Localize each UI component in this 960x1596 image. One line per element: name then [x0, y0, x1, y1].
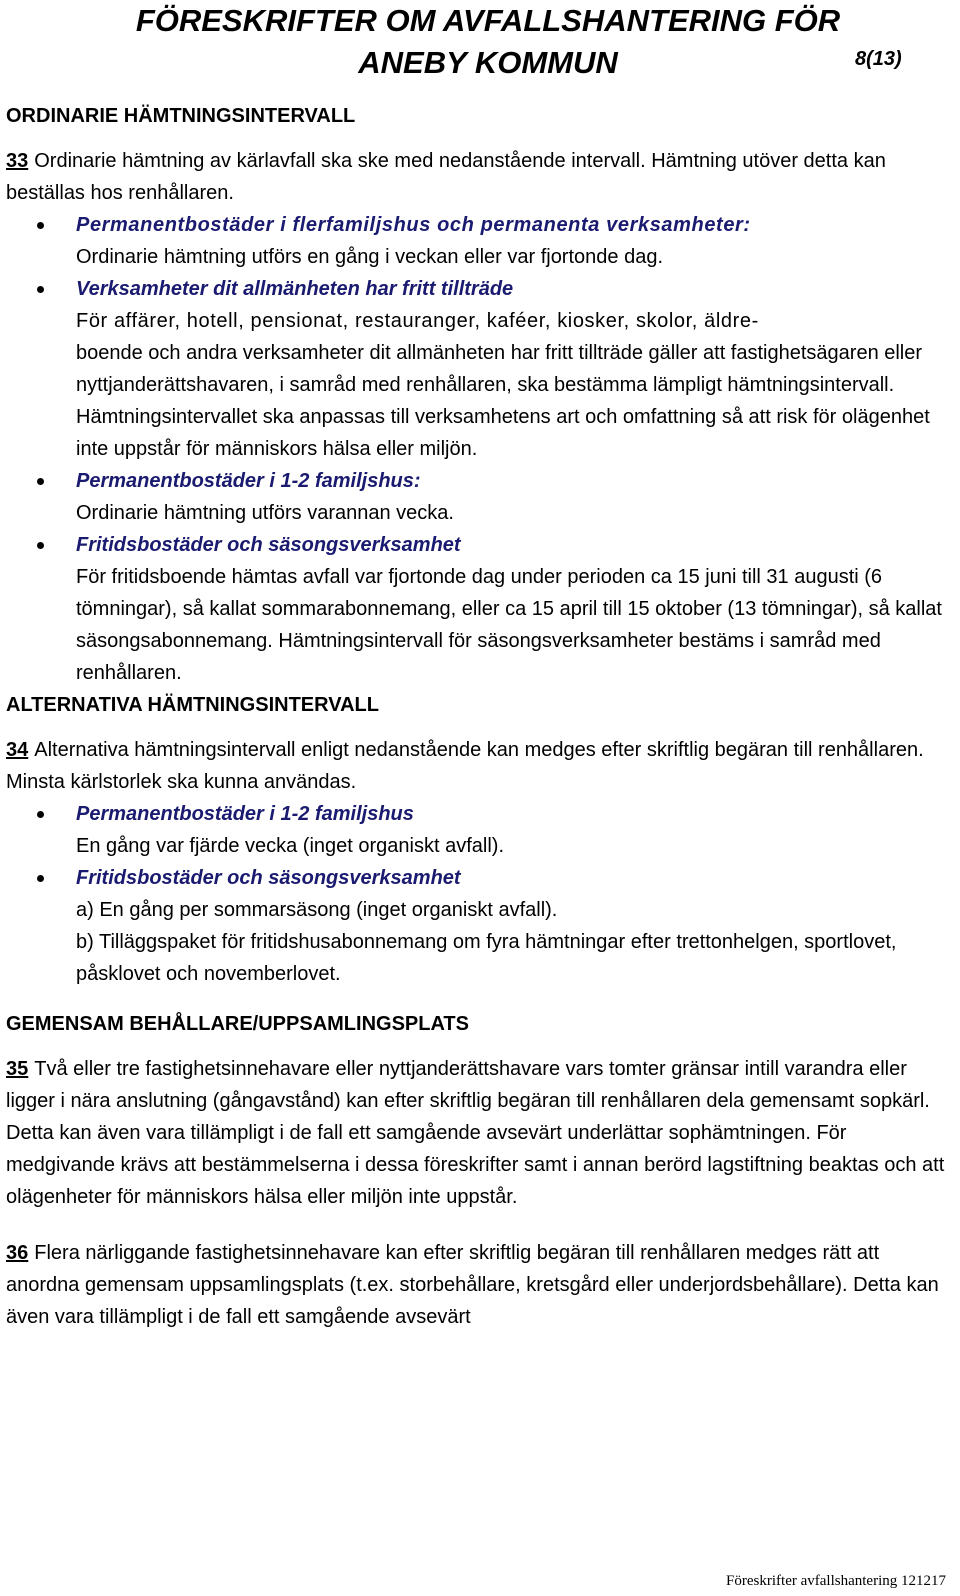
- page-footer: Föreskrifter avfallshantering 121217: [726, 1573, 946, 1589]
- list-item-text: boende och andra verksamheter dit allmänheten har fritt tillträde gäller att fastighetsägaren eller nyttjanderättshavaren, i samråd med renhållaren, ska bestämma lämpligt hämtningsintervall. Hämtningsintervallet ska anpassas till verksamhetens art och omfattning så att risk för olägenhet inte uppstår för människors hälsa eller miljön.: [76, 342, 930, 460]
- list-item-text: För affärer, hotell, pensionat, restauranger, kaféer, kiosker, skolor, äldre-: [76, 310, 759, 332]
- paragraph-number-36: 36: [6, 1242, 29, 1264]
- bullet-icon: [37, 875, 44, 882]
- bullet-icon: [37, 478, 44, 485]
- list-item: [6, 798, 956, 862]
- bullet-icon: [37, 542, 44, 549]
- paragraph-36: [6, 1237, 956, 1333]
- list-item-heading: Fritidsbostäder och säsongsverksamhet: [76, 867, 461, 889]
- paragraph-35-text: Två eller tre fastighetsinnehavare eller nyttjanderättshavare vars tomter gränsar intill varandra eller ligger i nära anslutning (gångavstånd) kan efter skriftlig begäran till renhållaren dela gemensamt sopkärl. Detta kan även vara tillämpligt i de fall ett samgående avsevärt underlättar sophämtningen. För medgivande krävs att bestämmelserna i dessa föreskrifter samt i annan berörd lagstiftning beaktas och att olägenheter för människors hälsa eller miljön inte uppstår.: [6, 1058, 945, 1208]
- document-title-line1: FÖRESKRIFTER OM AVFALLSHANTERING FÖR: [135, 3, 841, 38]
- paragraph-36-text: Flera närliggande fastighetsinnehavare kan efter skriftlig begäran till renhållaren medges rätt att anordna gemensam uppsamlingsplats (t.ex. storbehållare, kretsgård eller underjordsbehållare). Detta kan även vara tillämpligt i de fall ett samgående avsevärt: [6, 1242, 939, 1328]
- section-heading-gemensam: GEMENSAM BEHÅLLARE/UPPSAMLINGSPLATS: [6, 1013, 469, 1035]
- section-heading-alternativa: ALTERNATIVA HÄMTNINGSINTERVALL: [6, 694, 379, 716]
- bullet-list-alternativa: [6, 798, 956, 990]
- section-heading-ordinarie: ORDINARIE HÄMTNINGSINTERVALL: [6, 105, 356, 127]
- list-item-text: b) Tilläggspaket för fritidshusabonnemang om fyra hämtningar efter trettonhelgen, sportlovet, påsklovet och novemberlovet.: [76, 931, 897, 985]
- list-item-heading: Permanentbostäder i 1-2 familjshus:: [76, 470, 421, 492]
- document-title: [118, 0, 858, 84]
- document-body: [6, 100, 956, 1333]
- paragraph-33: [6, 145, 956, 209]
- list-item-text: En gång var fjärde vecka (inget organiskt avfall).: [76, 835, 504, 857]
- list-item: [6, 862, 956, 990]
- list-item: [6, 529, 956, 689]
- document-title-line2: ANEBY KOMMUN: [358, 45, 618, 80]
- list-item-text: Ordinarie hämtning utförs en gång i veckan eller var fjortonde dag.: [76, 246, 664, 268]
- paragraph-number-33: 33: [6, 150, 29, 172]
- paragraph-34-text: Alternativa hämtningsintervall enligt nedanstående kan medges efter skriftlig begäran till renhållaren. Minsta kärlstorlek ska kunna användas.: [6, 739, 924, 793]
- paragraph-number-34: 34: [6, 739, 29, 761]
- paragraph-33-text: Ordinarie hämtning av kärlavfall ska ske med nedanstående intervall. Hämtning utöver detta kan beställas hos renhållaren.: [6, 150, 886, 204]
- list-item-heading: Permanentbostäder i flerfamiljshus och permanenta verksamheter:: [76, 214, 751, 236]
- bullet-icon: [37, 222, 44, 229]
- paragraph-35: [6, 1053, 956, 1213]
- list-item: [6, 465, 956, 529]
- list-item-text: a) En gång per sommarsäsong (inget organiskt avfall).: [76, 899, 558, 921]
- list-item-text: För fritidsboende hämtas avfall var fjortonde dag under perioden ca 15 juni till 31 augusti (6 tömningar), så kallat sommarabonnemang, eller ca 15 april till 15 oktober (13 tömningar), så kallat säsongsabonnemang. Hämtningsintervall för säsongsverksamheter bestäms i samråd med renhållaren.: [76, 566, 942, 684]
- list-item-heading: Fritidsbostäder och säsongsverksamhet: [76, 534, 461, 556]
- bullet-icon: [37, 811, 44, 818]
- list-item: [6, 209, 956, 273]
- list-item-heading: Verksamheter dit allmänheten har fritt tillträde: [76, 278, 514, 300]
- list-item-text: Ordinarie hämtning utförs varannan vecka.: [76, 502, 454, 524]
- bullet-icon: [37, 286, 44, 293]
- list-item: [6, 273, 956, 465]
- paragraph-34: [6, 734, 956, 798]
- list-item-heading: Permanentbostäder i 1-2 familjshus: [76, 803, 414, 825]
- page-number: 8(13): [855, 48, 902, 70]
- paragraph-number-35: 35: [6, 1058, 29, 1080]
- bullet-list-ordinarie: [6, 209, 956, 689]
- page-header: [0, 0, 960, 90]
